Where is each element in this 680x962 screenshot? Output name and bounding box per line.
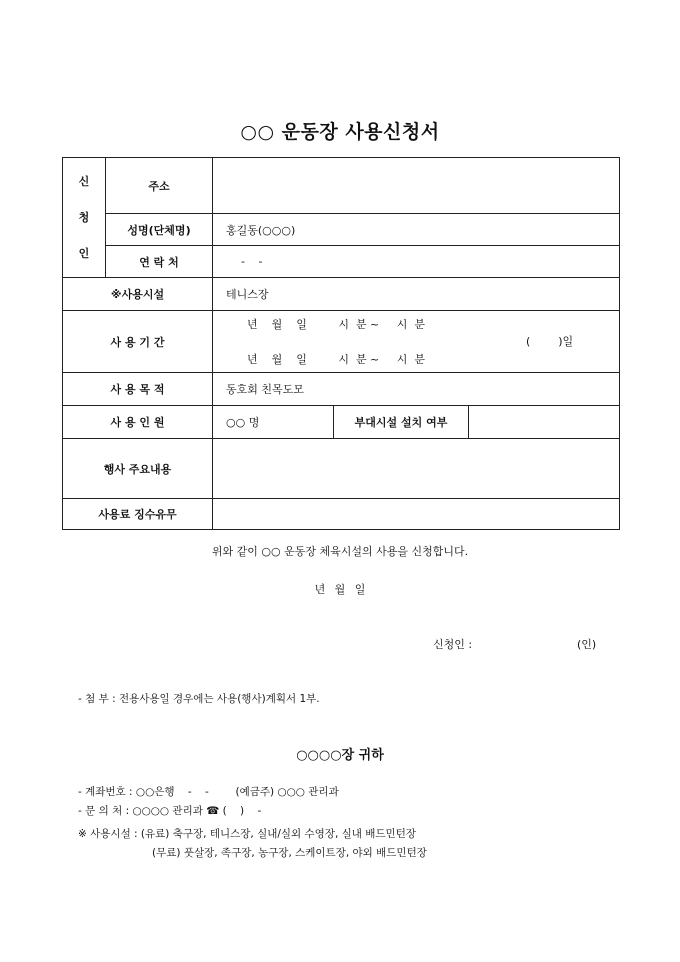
facility-label: ※사용시설 bbox=[63, 278, 213, 311]
period-field[interactable] bbox=[213, 311, 620, 373]
inquiry-info: - 문 의 처 : ○○○○ 관리과 ☎ ( ) - bbox=[78, 805, 262, 817]
account-info: - 계좌번호 : ○○은행 - - (예금주) ○○○ 관리과 bbox=[78, 786, 339, 798]
free-facilities: (무료) 풋살장, 족구장, 농구장, 스케이트장, 야외 배드민턴장 bbox=[152, 847, 427, 859]
contact-field[interactable]: - - bbox=[213, 246, 620, 278]
fee-field[interactable] bbox=[213, 499, 620, 530]
application-form-table bbox=[62, 157, 620, 530]
applicant-group-label: 신 청 인 bbox=[63, 158, 106, 278]
paid-facilities: ※ 사용시설 : (유료) 축구장, 테니스장, 실내/실외 수영장, 실내 배드민턴장 bbox=[78, 828, 416, 840]
period-end-line: 년 월 일 시 분 ~ 시 분 bbox=[247, 353, 426, 366]
address-field[interactable] bbox=[213, 158, 620, 214]
contact-label: 연 락 처 bbox=[106, 246, 213, 278]
document-title: ○○ 운동장 사용신청서 bbox=[240, 121, 440, 143]
period-label: 사 용 기 간 bbox=[63, 311, 213, 373]
annex-facility-field[interactable] bbox=[469, 406, 620, 439]
attachment-note: - 첨 부 : 전용사용일 경우에는 사용(행사)계획서 1부. bbox=[78, 693, 320, 705]
applicant-signature: 신청인 : (인) bbox=[433, 638, 597, 651]
period-start-line: 년 월 일 시 분 ~ 시 분 bbox=[247, 318, 426, 331]
name-label: 성명(단체명) bbox=[106, 214, 213, 246]
event-content-label: 행사 주요내용 bbox=[63, 439, 213, 499]
annex-facility-label: 부대시설 설치 여부 bbox=[334, 406, 469, 439]
name-field[interactable]: 홍길동(○○○) bbox=[213, 214, 620, 246]
event-content-field[interactable] bbox=[213, 439, 620, 499]
purpose-field[interactable]: 동호회 친목도모 bbox=[213, 373, 620, 406]
application-statement: 위와 같이 ○○ 운동장 체육시설의 사용을 신청합니다. bbox=[211, 545, 469, 558]
purpose-label: 사 용 목 적 bbox=[63, 373, 213, 406]
address-label: 주소 bbox=[106, 158, 213, 214]
headcount-field[interactable]: ○○ 명 bbox=[213, 406, 334, 439]
period-days: ( )일 bbox=[526, 335, 574, 348]
recipient: ○○○○장 귀하 bbox=[296, 748, 384, 763]
application-date: 년 월 일 bbox=[314, 583, 366, 596]
fee-label: 사용료 징수유무 bbox=[63, 499, 213, 530]
headcount-label: 사 용 인 원 bbox=[63, 406, 213, 439]
facility-field[interactable]: 테니스장 bbox=[213, 278, 620, 311]
